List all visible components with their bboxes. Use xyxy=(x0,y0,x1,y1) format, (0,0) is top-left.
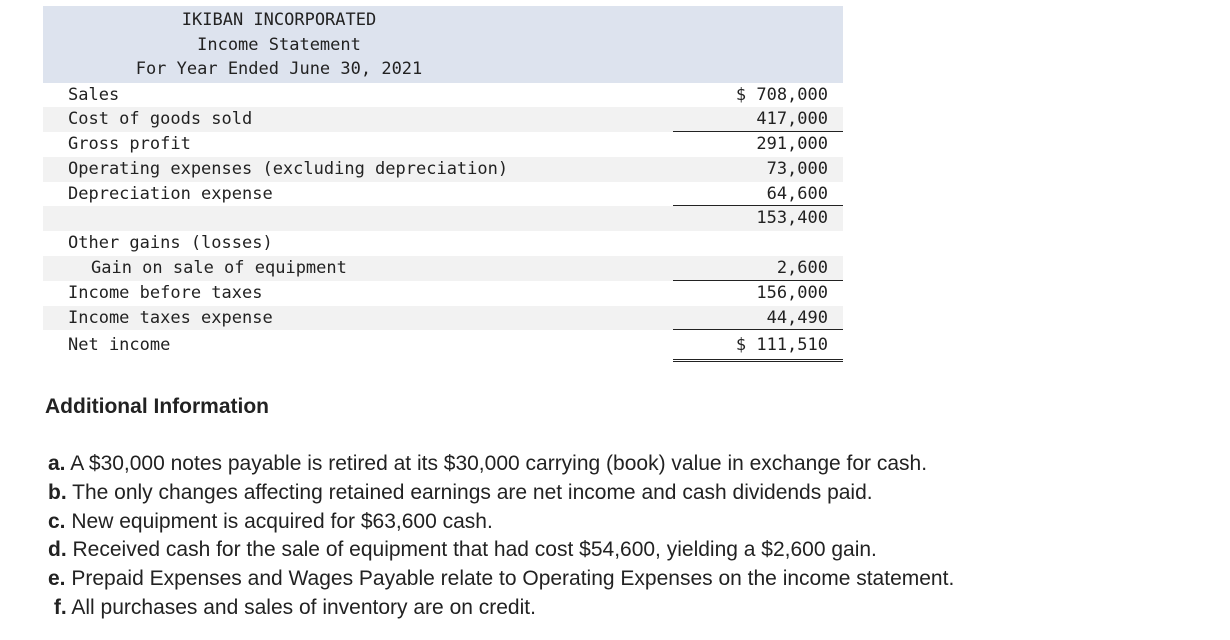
row-label: Cost of goods sold xyxy=(68,109,253,130)
item-letter: c. xyxy=(48,509,66,533)
row-income-taxes xyxy=(43,306,843,331)
row-label: Operating expenses (excluding depreciation) xyxy=(68,158,509,179)
row-amount xyxy=(673,231,843,256)
list-item xyxy=(48,450,954,479)
row-net-income xyxy=(43,330,843,362)
row-amount: 64,600 xyxy=(673,182,843,207)
list-item xyxy=(48,508,954,537)
list-item xyxy=(48,565,954,594)
item-text: New equipment is acquired for $63,600 cash. xyxy=(71,509,493,533)
item-text: All purchases and sales of inventory are on credit. xyxy=(71,595,536,619)
row-gain-on-sale xyxy=(43,256,843,281)
row-cogs xyxy=(43,107,843,132)
row-amount: 2,600 xyxy=(673,256,843,281)
row-amount: 156,000 xyxy=(756,282,828,303)
statement-header xyxy=(43,6,843,83)
row-amount: 73,000 xyxy=(766,158,828,179)
row-amount: 417,000 xyxy=(673,107,843,132)
row-sales xyxy=(43,83,843,108)
row-label: Depreciation expense xyxy=(68,183,273,204)
row-label: Income taxes expense xyxy=(68,307,273,328)
item-text: The only changes affecting retained earnings are net income and cash dividends paid. xyxy=(72,480,873,504)
row-label: Sales xyxy=(68,84,120,105)
row-label: Gross profit xyxy=(68,134,191,155)
item-text: Received cash for the sale of equipment that had cost $54,600, yielding a $2,600 gain. xyxy=(72,538,877,562)
list-item xyxy=(48,594,954,623)
additional-info-title: Additional Information xyxy=(45,395,269,418)
item-text: Prepaid Expenses and Wages Payable relate to Operating Expenses on the income statement. xyxy=(71,567,955,591)
row-label: Other gains (losses) xyxy=(68,233,273,254)
row-label xyxy=(43,206,673,231)
item-letter: a. xyxy=(48,452,66,475)
additional-info-list xyxy=(48,450,954,623)
item-letter: f. xyxy=(53,595,67,619)
row-depreciation xyxy=(43,182,843,207)
row-income-before-taxes xyxy=(43,281,843,306)
income-statement xyxy=(43,6,843,362)
row-subtotal xyxy=(43,206,843,231)
statement-title: Income Statement xyxy=(197,34,361,55)
item-letter: b. xyxy=(48,480,67,504)
row-amount: $ 111,510 xyxy=(673,330,843,362)
row-operating-expenses xyxy=(43,157,843,182)
row-gross-profit xyxy=(43,132,843,157)
list-item xyxy=(48,479,954,508)
row-label: Net income xyxy=(68,335,171,356)
item-letter: d. xyxy=(48,538,67,562)
list-item xyxy=(48,536,954,565)
statement-period: For Year Ended June 30, 2021 xyxy=(135,59,423,79)
company-name: IKIBAN INCORPORATED xyxy=(181,10,377,30)
row-label: Gain on sale of equipment xyxy=(91,258,347,279)
row-amount: 153,400 xyxy=(756,208,828,229)
row-other-gains xyxy=(43,231,843,256)
row-amount: 291,000 xyxy=(756,134,828,155)
row-amount: 44,490 xyxy=(673,306,843,331)
row-label: Income before taxes xyxy=(68,282,263,303)
item-text: A $30,000 notes payable is retired at its $30,000 carrying (book) value in exchange for cash. xyxy=(70,452,928,475)
item-letter: e. xyxy=(48,567,66,591)
row-amount: $ 708,000 xyxy=(735,84,828,105)
